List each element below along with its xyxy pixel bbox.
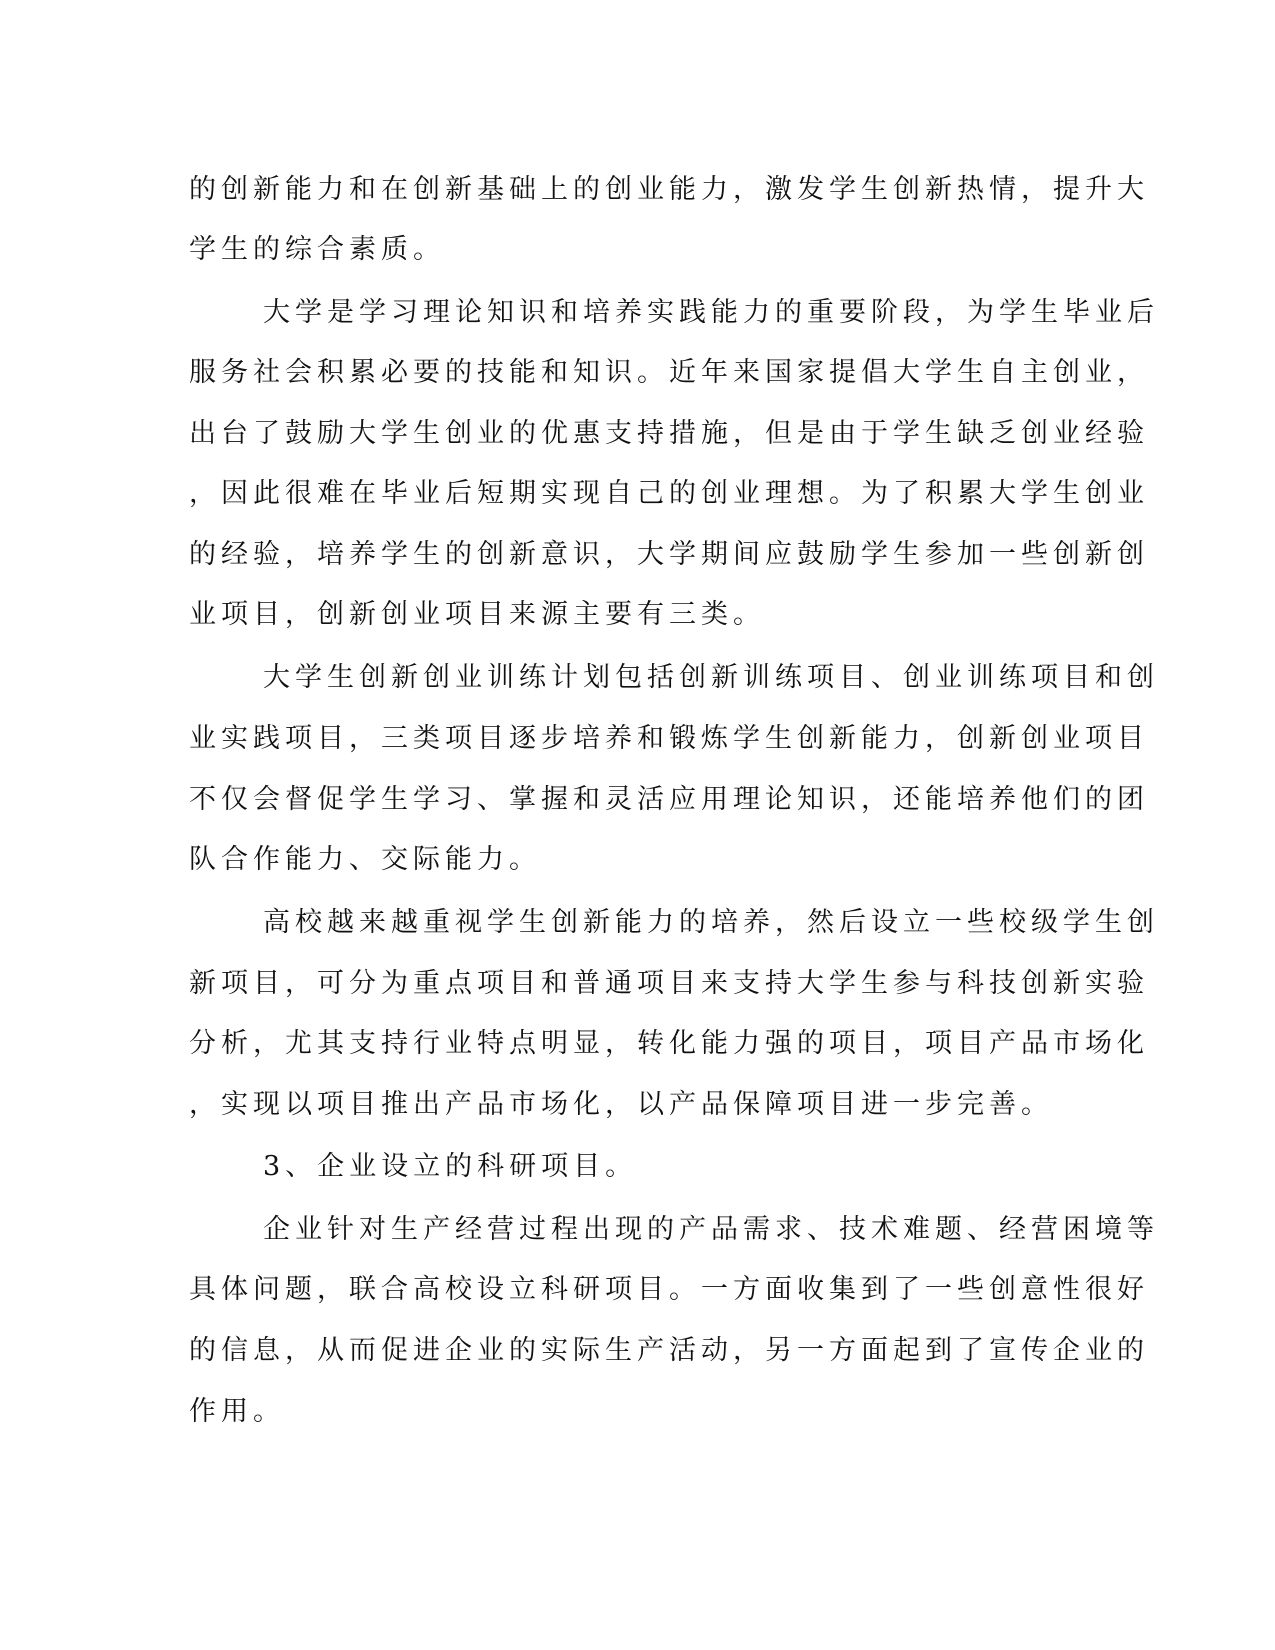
paragraph-line: 的经验，培养学生的创新意识，大学期间应鼓励学生参加一些创新创 — [189, 539, 1149, 570]
paragraph-line: ，实现以项目推出产品市场化，以产品保障项目进一步完善。 — [189, 1089, 1053, 1120]
section-heading: 3、企业设立的科研项目。 — [263, 1151, 638, 1182]
paragraph-line: 新项目，可分为重点项目和普通项目来支持大学生参与科技创新实验 — [189, 968, 1149, 999]
paragraph-line: 服务社会积累必要的技能和知识。近年来国家提倡大学生自主创业， — [189, 357, 1149, 388]
paragraph-line: 的创新能力和在创新基础上的创业能力，激发学生创新热情，提升大 — [189, 174, 1149, 205]
paragraph-first-line: 大学是学习理论知识和培养实践能力的重要阶段，为学生毕业后 — [263, 297, 1159, 328]
paragraph-line: 队合作能力、交际能力。 — [189, 844, 541, 875]
paragraph-line: 不仅会督促学生学习、掌握和灵活应用理论知识，还能培养他们的团 — [189, 784, 1149, 815]
paragraph-line: ，因此很难在毕业后短期实现自己的创业理想。为了积累大学生创业 — [189, 478, 1149, 509]
paragraph-line: 作用。 — [189, 1396, 285, 1427]
paragraph-first-line: 高校越来越重视学生创新能力的培养，然后设立一些校级学生创 — [263, 907, 1159, 938]
paragraph-line: 学生的综合素质。 — [189, 234, 445, 265]
paragraph-line: 具体问题，联合高校设立科研项目。一方面收集到了一些创意性很好 — [189, 1274, 1149, 1305]
paragraph-line: 业项目，创新创业项目来源主要有三类。 — [189, 599, 765, 630]
paragraph-line: 业实践项目，三类项目逐步培养和锻炼学生创新能力，创新创业项目 — [189, 723, 1149, 754]
paragraph-first-line: 大学生创新创业训练计划包括创新训练项目、创业训练项目和创 — [263, 662, 1159, 693]
paragraph-first-line: 企业针对生产经营过程出现的产品需求、技术难题、经营困境等 — [263, 1214, 1159, 1245]
paragraph-line: 的信息，从而促进企业的实际生产活动，另一方面起到了宣传企业的 — [189, 1335, 1149, 1366]
paragraph-line: 出台了鼓励大学生创业的优惠支持措施，但是由于学生缺乏创业经验 — [189, 418, 1149, 449]
paragraph-line: 分析，尤其支持行业特点明显，转化能力强的项目，项目产品市场化 — [189, 1028, 1149, 1059]
